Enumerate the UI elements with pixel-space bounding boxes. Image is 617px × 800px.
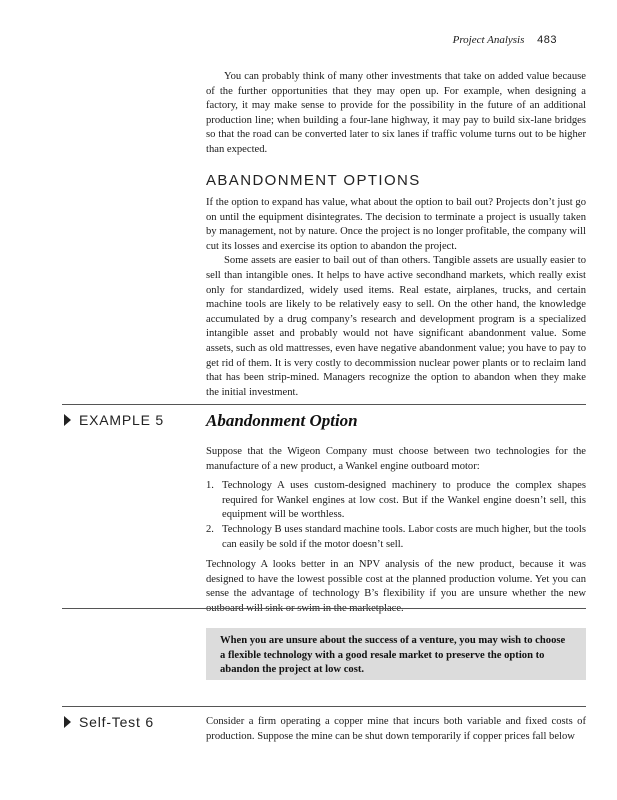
example-body: [206, 445, 586, 617]
example-title: Abandonment Option: [206, 411, 358, 430]
example-conclusion: Technology A looks better in an NPV analysis of the new product, because it was designed to have the lowest possible cost at the planned production volume. Yet you can sense the advantage of technology B’s flexibility if you are unsure whether the new outboard will sink or swim in the marketplace.: [206, 559, 586, 614]
example-top-rule: [62, 404, 586, 405]
self-test-label-text: Self-Test 6: [79, 714, 154, 730]
example-bottom-rule: [62, 608, 586, 609]
section-paragraph-1: If the option to expand has value, what about the option to bail out? Projects don’t just go on until the equipment disintegrates. The decision to terminate a project is usually taken by management, not by nature. Once the project is no longer profitable, the company will cut its losses and exercise its option to abandon the project.: [206, 197, 586, 252]
running-header: [453, 34, 557, 46]
example-label-text: EXAMPLE 5: [79, 412, 165, 428]
intro-paragraph: You can probably think of many other investments that take on added value because of the further opportunities that they may open up. For example, when designing a factory, it may make sense to provide for the possibility in the future of an additional production line; when building a four-lane highway, it may pay to build six-lane bridges so that the road can be converted later to six lanes if traffic volume turns out to be higher than expected.: [206, 71, 586, 155]
section-heading: ABANDONMENT OPTIONS: [206, 172, 421, 189]
key-point-callout: [206, 628, 586, 680]
triangle-marker-icon: [64, 414, 71, 426]
self-test-rule: [62, 706, 586, 707]
list-item: [206, 479, 586, 523]
list-item-number: 1.: [206, 480, 214, 492]
list-item-number: 2.: [206, 523, 214, 535]
example-intro: Suppose that the Wigeon Company must choose between two technologies for the manufacture of a new product, a Wankel engine outboard motor:: [206, 446, 586, 472]
page-number: 483: [537, 34, 557, 46]
callout-text: When you are unsure about the success of a venture, you may wish to choose a flexible technology with a good resale market to preserve the option to abandon the project at low cost.: [220, 635, 566, 676]
list-item-text: Technology B uses standard machine tools. Labor costs are much higher, but the tools can easily be sold if the motor doesn’t sell.: [222, 523, 586, 550]
technology-list: [206, 479, 586, 552]
example-label: [64, 412, 164, 428]
self-test-label: [64, 714, 154, 730]
list-item: [206, 523, 586, 552]
self-test-body: [206, 715, 586, 744]
intro-block: [206, 70, 586, 158]
running-title: Project Analysis: [452, 34, 525, 46]
section-body: [206, 196, 586, 400]
triangle-marker-icon: [64, 716, 71, 728]
list-item-text: Technology A uses custom-designed machinery to produce the complex shapes required for Wankel engines at low cost. But if the Wankel engine doesn’t sell, this equipment will be worthless.: [222, 480, 586, 521]
section-paragraph-2: Some assets are easier to bail out of than others. Tangible assets are usually easier to sell than intangible ones. It helps to have active secondhand markets, which really exist only for standardized, widely used items. Real estate, airplanes, trucks, and certain machine tools are likely to be relatively easy to sell. On the other hand, the knowledge accumulated by a drug company’s research and development program is a specialized intangible asset and probably would not have significant abandonment value. Some assets, such as old mattresses, even have negative abandonment value; you have to pay to get rid of them. It is very costly to decommission nuclear power plants or to reclaim land that has been strip-mined. Managers recognize the option to abandon when they make the initial investment.: [206, 255, 586, 398]
self-test-text: Consider a firm operating a copper mine that incurs both variable and fixed costs of production. Suppose the mine can be shut down temporarily if copper prices fall below: [206, 716, 586, 742]
